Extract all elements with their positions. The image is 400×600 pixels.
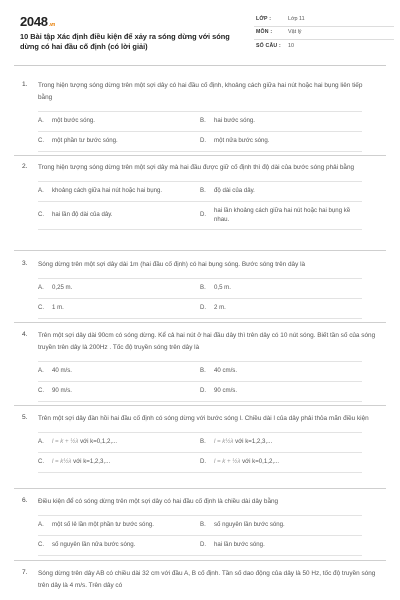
meta-count-label: SỐ CÂU : xyxy=(256,42,281,49)
option-c[interactable] xyxy=(38,132,200,151)
formula: l = k½λ xyxy=(214,438,234,445)
meta-count-value: 10 xyxy=(288,42,294,49)
option-text: 40 m/s. xyxy=(52,367,72,374)
question-number: 1. xyxy=(22,81,28,88)
option-letter: D. xyxy=(200,540,207,548)
options-row xyxy=(38,453,362,473)
option-text: 0,5 m. xyxy=(214,284,231,291)
option-text: số nguyên lần nửa bước sóng. xyxy=(52,540,136,548)
options-row xyxy=(38,516,362,536)
option-letter: B. xyxy=(200,438,206,445)
meta-table xyxy=(254,14,394,53)
option-a[interactable] xyxy=(38,516,200,535)
question-1 xyxy=(0,80,400,152)
answer-options xyxy=(38,278,362,319)
question-text: Trên một sợi dây dài 90cm có sóng dừng. Kể cả hai nút ở hai đầu dây thì trên dây có 10 nút sóng. Biết tần số của sóng truyền trên dây là 200Hz . Tốc độ truyền sóng trên dây là xyxy=(38,332,376,351)
option-text: 40 cm/s. xyxy=(214,367,238,374)
option-b[interactable] xyxy=(200,362,362,381)
option-text: 0,25 m. xyxy=(52,284,73,291)
option-b[interactable] xyxy=(200,279,362,298)
options-row xyxy=(38,299,362,319)
question-divider xyxy=(14,322,386,323)
option-a[interactable] xyxy=(38,279,200,298)
site-logo[interactable] xyxy=(20,13,55,32)
option-text: một nửa bước sóng. xyxy=(214,136,270,144)
question-4 xyxy=(0,330,400,402)
option-text: số nguyên lần bước sóng. xyxy=(214,521,285,528)
option-letter: A. xyxy=(38,187,44,194)
option-text: với k=1,2,3,... xyxy=(73,457,111,465)
option-letter: A. xyxy=(38,367,44,374)
options-row xyxy=(38,112,362,132)
option-letter: B. xyxy=(200,117,206,124)
option-a[interactable] xyxy=(38,433,200,452)
meta-row-grade xyxy=(254,14,394,27)
option-letter: B. xyxy=(200,521,206,528)
question-number: 3. xyxy=(22,260,28,267)
options-row xyxy=(38,279,362,299)
question-divider xyxy=(14,488,386,489)
worksheet-header xyxy=(14,0,386,66)
meta-grade-label: LỚP : xyxy=(256,16,272,23)
option-d[interactable] xyxy=(200,132,362,151)
option-letter: A. xyxy=(38,284,44,291)
option-letter: C. xyxy=(38,386,45,394)
option-text: 1 m. xyxy=(52,303,64,311)
question-3 xyxy=(0,259,400,319)
option-letter: B. xyxy=(200,187,206,194)
formula: l = k + ½λ xyxy=(52,438,79,445)
question-number: 7. xyxy=(22,569,28,576)
option-text: 90 cm/s. xyxy=(214,386,238,394)
option-text: hai lần độ dài của dây. xyxy=(52,211,113,219)
answer-options xyxy=(38,432,362,473)
formula: l = k + ½λ xyxy=(214,457,241,465)
option-letter: D. xyxy=(200,386,207,394)
option-d[interactable] xyxy=(200,202,362,230)
options-row xyxy=(38,132,362,152)
option-text: với k=0,1,2,... xyxy=(242,457,280,465)
option-b[interactable] xyxy=(200,433,362,452)
option-d[interactable] xyxy=(200,382,362,401)
options-row xyxy=(38,433,362,453)
options-row xyxy=(38,536,362,556)
option-text: với k=1,2,3,... xyxy=(235,438,273,445)
option-d[interactable] xyxy=(200,299,362,318)
question-2 xyxy=(0,162,400,230)
option-letter: C. xyxy=(38,457,45,465)
option-text: một bước sóng. xyxy=(52,117,95,124)
logo-suffix: .vn xyxy=(48,22,56,28)
option-letter: A. xyxy=(38,117,44,124)
answer-options xyxy=(38,111,362,152)
question-text: Điều kiện để có sóng dừng trên một sợi dây có hai đầu cố định là chiều dài dây bằng xyxy=(38,498,279,505)
option-d[interactable] xyxy=(200,453,362,472)
option-letter: D. xyxy=(200,211,207,219)
option-c[interactable] xyxy=(38,206,200,225)
question-number: 6. xyxy=(22,497,28,504)
option-text: 2 m. xyxy=(214,303,226,311)
option-d[interactable] xyxy=(200,536,362,555)
option-letter: C. xyxy=(38,211,45,219)
option-letter: D. xyxy=(200,457,207,465)
option-c[interactable] xyxy=(38,299,200,318)
options-row xyxy=(38,182,362,202)
option-c[interactable] xyxy=(38,382,200,401)
question-6 xyxy=(0,496,400,556)
option-c[interactable] xyxy=(38,536,200,555)
question-text: Trong hiện tượng sóng dừng trên một sợi dây mà hai đầu được giữ cố định thì độ dài của bước sóng phải bằng xyxy=(38,164,355,171)
question-number: 5. xyxy=(22,414,28,421)
option-a[interactable] xyxy=(38,182,200,201)
option-letter: D. xyxy=(200,136,207,144)
question-7 xyxy=(0,568,400,592)
worksheet-title: 10 Bài tập Xác định điều kiện để xảy ra sóng dừng với sóng dừng có hai đầu cố định (có lời giải) xyxy=(20,32,230,51)
answer-options xyxy=(38,361,362,402)
option-b[interactable] xyxy=(200,112,362,131)
options-row xyxy=(38,202,362,231)
option-text: khoảng cách giữa hai nút hoặc hai bụng. xyxy=(52,187,163,194)
option-letter: A. xyxy=(38,521,44,528)
option-letter: D. xyxy=(200,303,207,311)
option-text: độ dài của dây. xyxy=(214,187,255,194)
question-divider xyxy=(14,405,386,406)
question-text: Sóng dừng trên dây AB có chiều dài 32 cm với đầu A, B cố định. Tần số dao động của dây là 50 Hz, tốc độ truyền sóng trên dây là 4 m/s. Trên dây có xyxy=(38,570,376,589)
option-text: 90 m/s. xyxy=(52,386,72,394)
option-a[interactable] xyxy=(38,112,200,131)
options-row xyxy=(38,362,362,382)
option-text: với k=0,1,2,... xyxy=(80,438,118,445)
option-letter: A. xyxy=(38,438,44,445)
option-text: hai lần bước sóng. xyxy=(214,540,265,548)
question-text: Trên một sợi dây đàn hồi hai đầu cố định có sóng dừng với bước sóng l. Chiều dài l của dây phải thỏa mãn điều kiện xyxy=(38,415,369,422)
option-b[interactable] xyxy=(200,182,362,201)
question-divider xyxy=(14,560,386,561)
option-text: một phần tư bước sóng. xyxy=(52,136,118,144)
option-a[interactable] xyxy=(38,362,200,381)
question-divider xyxy=(14,250,386,251)
answer-options xyxy=(38,181,362,230)
meta-subject-label: MÔN : xyxy=(256,29,273,36)
meta-subject-value: Vật lý xyxy=(288,29,302,36)
question-5 xyxy=(0,413,400,473)
meta-row-subject xyxy=(254,27,394,40)
option-b[interactable] xyxy=(200,516,362,535)
option-letter: B. xyxy=(200,284,206,291)
question-text: Sóng dừng trên một sợi dây dài 1m (hai đầu cố định) có hai bụng sóng. Bước sóng trên dây là xyxy=(38,261,306,268)
formula: l = k½λ xyxy=(52,457,72,465)
answer-options xyxy=(38,515,362,556)
options-row xyxy=(38,382,362,402)
option-letter: C. xyxy=(38,303,45,311)
question-text: Trong hiện tượng sóng dừng trên một sợi dây có hai đầu cố định, khoảng cách giữa hai nút hoặc hai bụng liên tiếp bằng xyxy=(38,82,363,101)
meta-row-count xyxy=(254,40,394,53)
option-text: một số lẻ lần một phần tư bước sóng. xyxy=(52,521,154,528)
option-text: hai lần khoảng cách giữa hai nút hoặc hai bụng kề nhau. xyxy=(214,206,351,223)
question-number: 2. xyxy=(22,163,28,170)
option-c[interactable] xyxy=(38,453,200,472)
question-number: 4. xyxy=(22,331,28,338)
option-text: hai bước sóng. xyxy=(214,117,255,124)
question-divider xyxy=(14,155,386,156)
option-letter: B. xyxy=(200,367,206,374)
meta-grade-value: Lớp 11 xyxy=(288,16,305,23)
logo-brand: 2048 xyxy=(20,14,48,29)
option-letter: C. xyxy=(38,540,45,548)
option-letter: C. xyxy=(38,136,45,144)
